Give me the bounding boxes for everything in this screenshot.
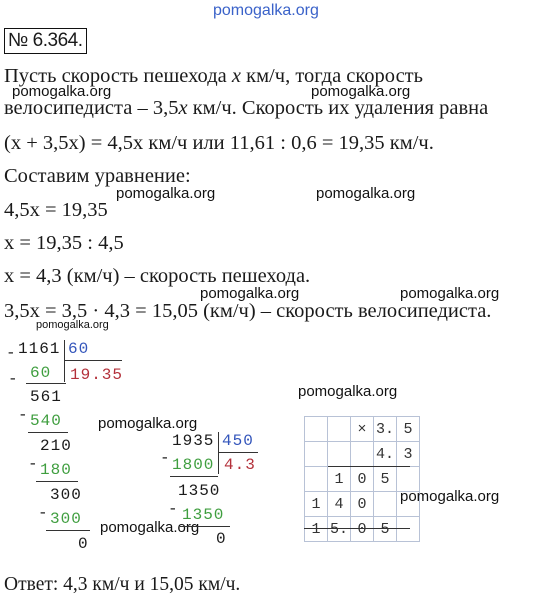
watermark: pomogalka.org [316,185,416,202]
watermark: pomogalka.org [400,285,500,302]
grid-cell: 3 [397,442,420,467]
variable-x: x [178,97,188,119]
grid-cell: 0 [351,492,374,517]
division2-rule [180,526,230,527]
grid-cell: 0 [351,467,374,492]
grid-cell [328,442,351,467]
grid-cell [328,417,351,442]
text-segment: , тогда скорость [285,65,423,87]
division2-step: 1800 [172,456,215,474]
grid-cell: 4. [374,442,397,467]
variable-x: x [231,65,241,87]
division1-rule [46,530,90,531]
division2-step: 1350 [182,506,225,524]
text-segment: велосипедиста – 3,5 [4,97,179,119]
division2-quotient: 4.3 [224,456,256,474]
text-line-2 [4,96,488,120]
grid-cell [305,467,328,492]
problem-number: № 6.364. [4,28,87,54]
grid-cell [305,417,328,442]
division1-dividend: 1161 [18,340,61,358]
division1-step: 561 [30,388,62,406]
unit-kmh: км/ч [246,65,286,87]
division1-rule [36,481,78,482]
answer-line: Ответ: 4,3 км/ч и 15,05 км/ч. [4,574,241,595]
watermark: pomogalka.org [98,415,198,432]
minus-sign: - [160,449,171,467]
watermark: pomogalka.org [200,285,300,302]
grid-cell: 3. [374,417,397,442]
unit-kmh: км/ч [192,97,232,119]
grid-cell: 1 [328,467,351,492]
minus-sign: - [18,406,29,424]
grid-cell [374,492,397,517]
division2-dividend: 1935 [172,432,215,450]
watermark: pomogalka.org [298,383,398,400]
watermark: pomogalka.org [311,83,411,100]
equation-line: 4,5x = 19,35 [4,199,108,221]
grid-cell: 5 [397,417,420,442]
division2-divisor: 450 [222,432,254,450]
grid-cell: 0 [351,517,374,542]
grid-row [305,442,420,467]
division1-rule [64,360,122,361]
text-line-4: Составим уравнение: [4,165,191,187]
division1-step: 300 [50,510,82,528]
minus-sign: - [38,504,49,522]
division2-bar [218,432,219,474]
division2-rule [170,476,218,477]
equation-line: x = 4,3 (км/ч) – скорость пешехода. [4,265,311,287]
equation-line: x = 19,35 : 4,5 [4,232,124,254]
watermark: pomogalka.org [400,488,500,505]
minus-sign: - [6,344,17,362]
watermark-top: pomogalka.org [213,2,319,19]
multiplication-rule [304,528,410,529]
division2-rule [218,452,258,453]
division1-step: 60 [30,364,52,382]
division1-bar [64,340,65,382]
grid-cell: 1 [305,492,328,517]
grid-cell: 5 [374,517,397,542]
text-line-3: (x + 3,5x) = 4,5x км/ч или 11,61 : 0,6 = 19,35 км/ч. [4,132,434,154]
watermark: pomogalka.org [116,185,216,202]
grid-cell [351,442,374,467]
grid-row [305,417,420,442]
division1-step: 210 [40,437,72,455]
multiplication-rule [328,466,410,467]
watermark: pomogalka.org [100,519,200,536]
grid-cell: × [351,417,374,442]
division2-step: 0 [216,530,227,548]
division1-step: 540 [30,412,62,430]
text-segment: . Скорость их удаления равна [231,97,489,119]
multiplication-grid [304,416,420,542]
division1-step: 300 [50,486,82,504]
minus-sign: - [168,500,179,518]
division1-step: 180 [40,461,72,479]
equation-line: 3,5x = 3,5 · 4,3 = 15,05 (км/ч) – скорость велосипедиста. [4,300,492,322]
division1-quotient: 19.35 [70,366,124,384]
grid-cell: 1 [305,517,328,542]
division1-rule [26,383,66,384]
grid-cell: 4 [328,492,351,517]
grid-cell [397,517,420,542]
division1-rule [28,432,68,433]
division1-divisor: 60 [68,340,90,358]
minus-sign: - [28,455,39,473]
grid-cell: 5. [328,517,351,542]
division1-step: 0 [78,535,89,553]
watermark: pomogalka.org [12,83,112,100]
text-segment: Пусть скорость пешехода [4,65,227,87]
watermark: pomogalka.org [36,319,109,331]
division2-step: 1350 [178,482,221,500]
grid-row [305,517,420,542]
minus-sign: - [8,370,19,388]
grid-cell: 5 [374,467,397,492]
grid-cell [305,442,328,467]
